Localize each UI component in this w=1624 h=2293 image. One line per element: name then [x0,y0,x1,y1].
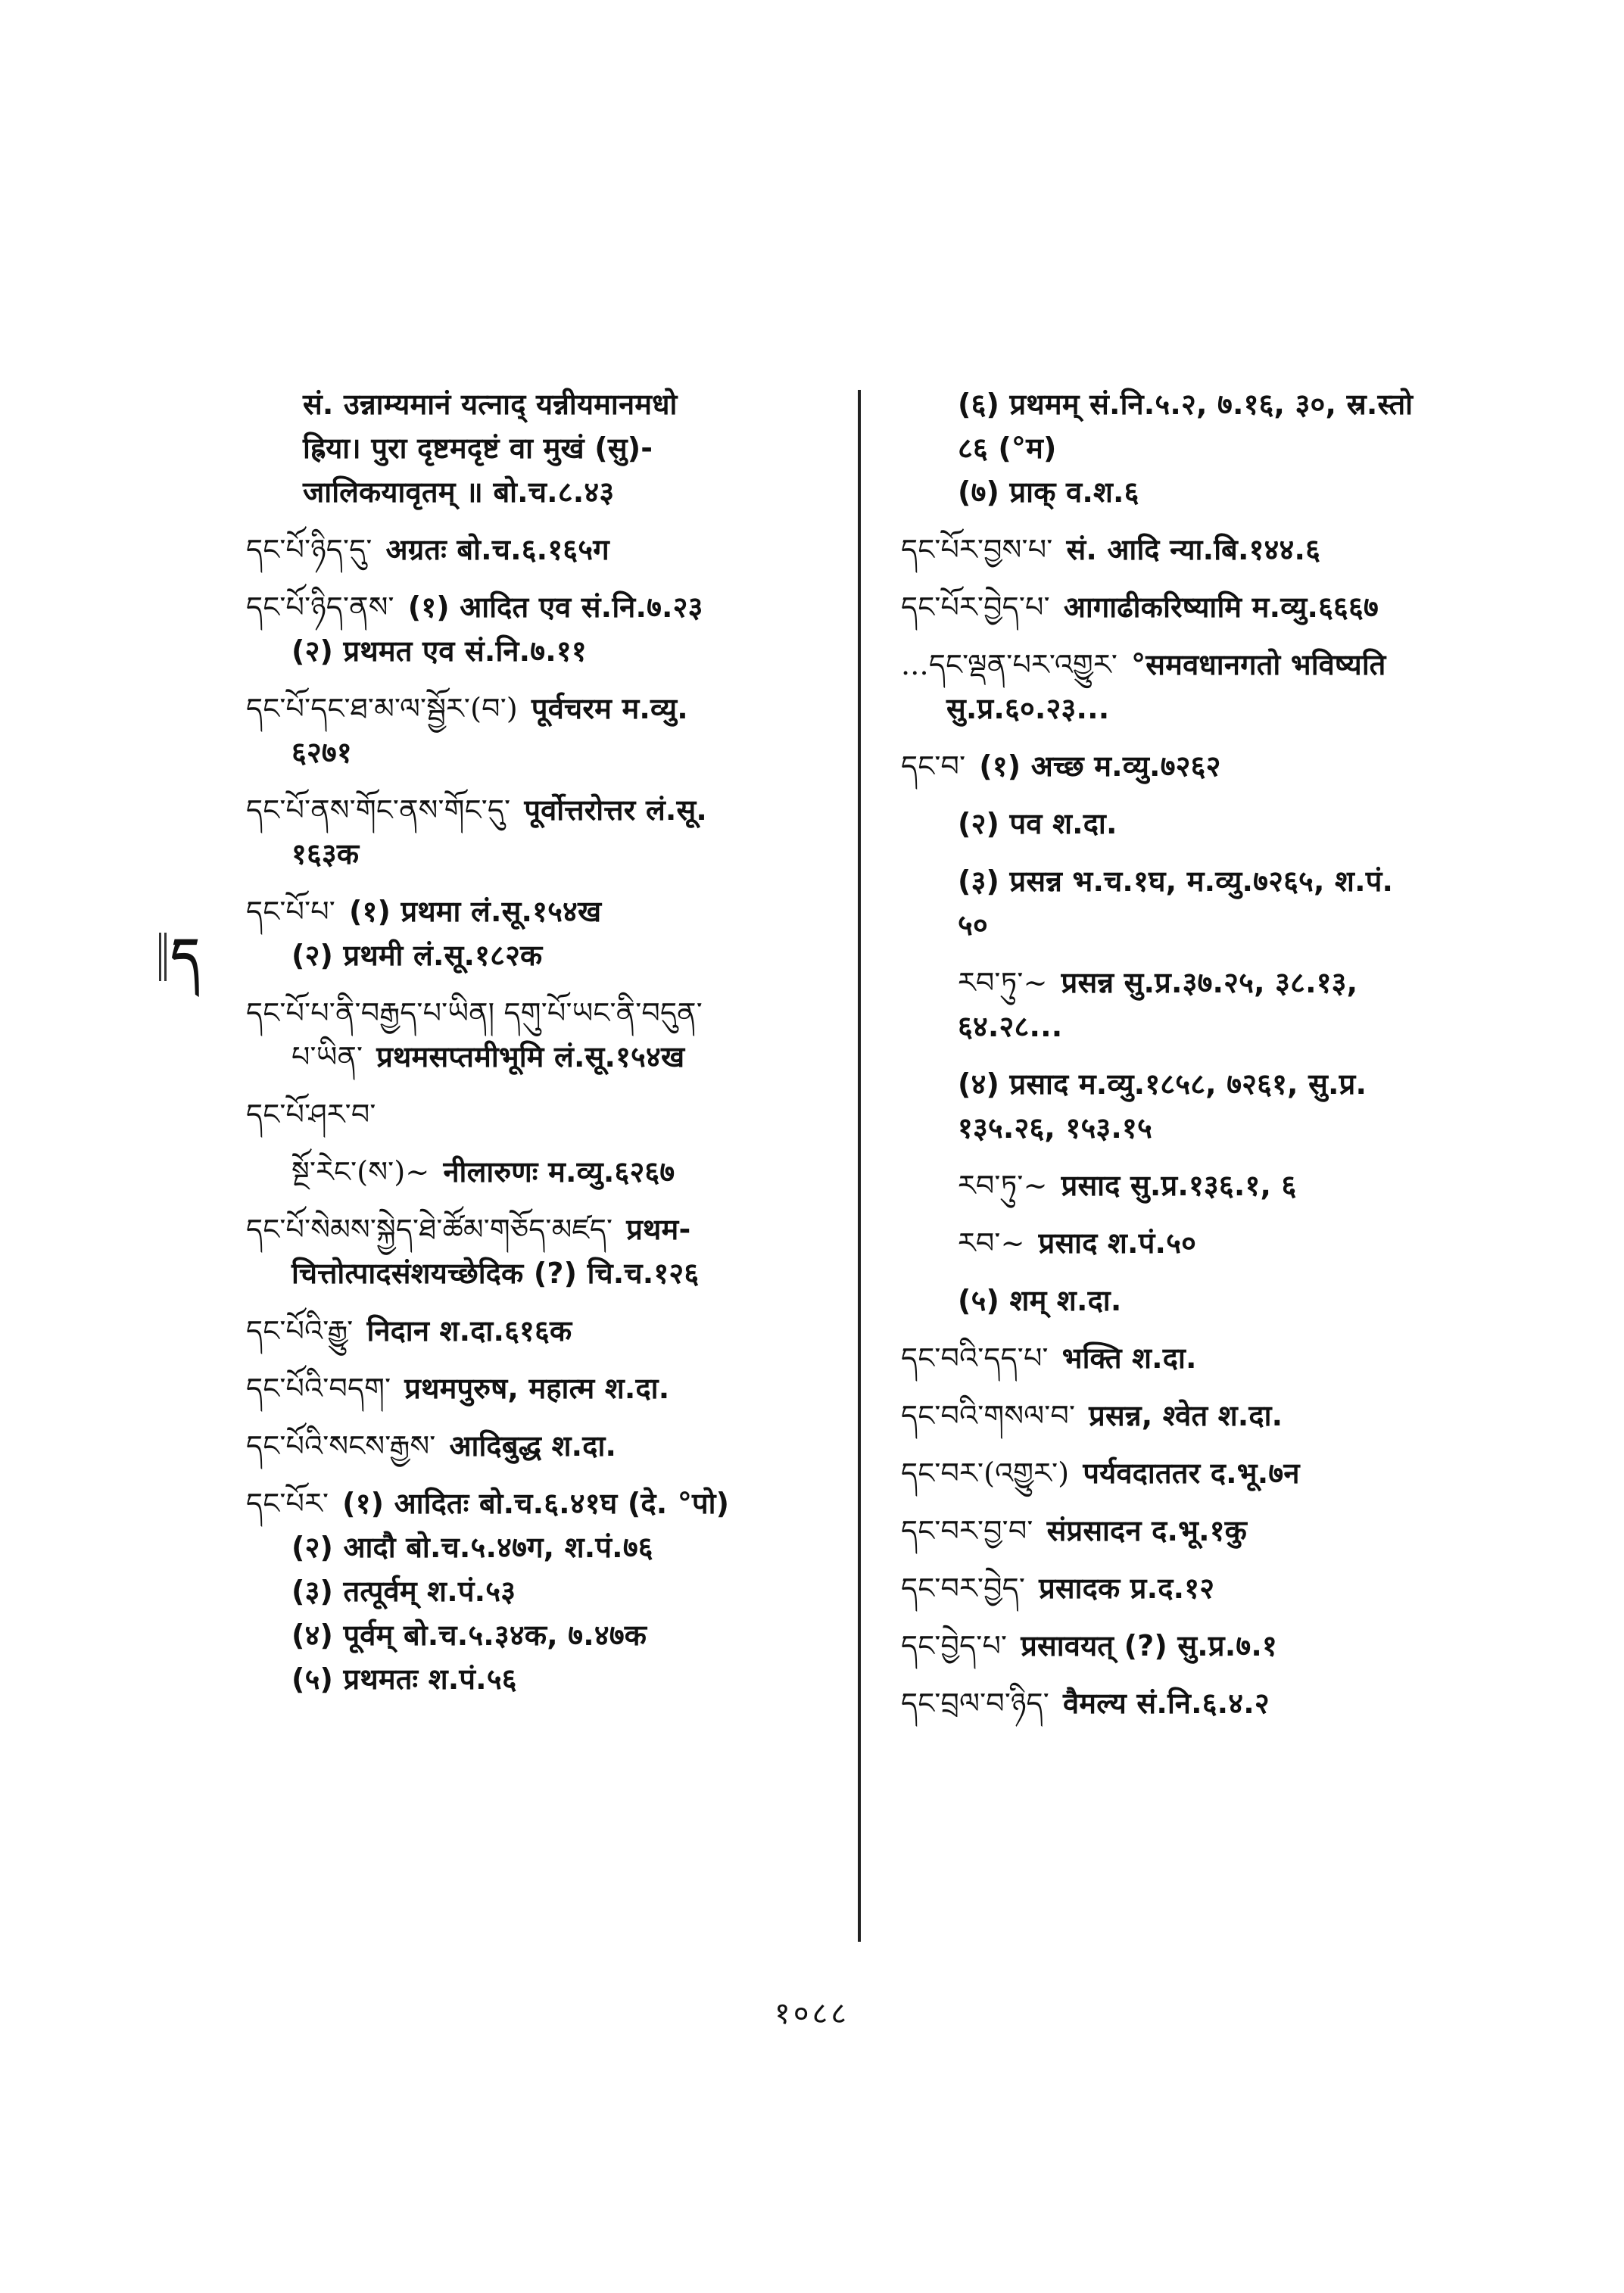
entry-line [246,1035,844,1079]
tibetan-headword: དང་པོ་ཉིད་ནས་ [246,590,394,624]
entry-line [901,382,1492,426]
tibetan-headword: རབ་ཏུ་~ [958,1169,1048,1202]
tibetan-headword: དང་བའི་དད་པ་ [901,1341,1049,1375]
sanskrit-gloss: ह्रिया। पुरा दृष्टमदृष्टं वा मुखं (सु)- [303,431,653,465]
sanskrit-gloss: संप्रसादन द.भू.१कु [1046,1514,1248,1547]
tibetan-headword: དང་པོ་དང་ཐ་མ་ལ་སྦྱོར་(བ་) [246,692,518,725]
tibetan-headword: དང་པོར་བྱེད་པ་ [901,590,1050,624]
entry-line [901,859,1492,903]
entry-line [901,528,1492,572]
page-number: १०८८ [774,1996,850,2031]
entry-line [901,1566,1492,1610]
tibetan-headword: དང་བར་བྱ་བ་ [901,1514,1033,1547]
entry-line [901,1394,1492,1438]
sanskrit-gloss: अग्रतः बो.च.६.१६५ग [385,533,609,566]
sanskrit-gloss: ८६ (°म) [958,431,1057,465]
sanskrit-gloss: जालिकयावृतम् ॥ बो.च.८.४३ [303,475,615,509]
entry-line [246,426,844,470]
sanskrit-gloss: (४) पूर्वम् बो.च.५.३४क, ७.४७क [291,1618,647,1652]
left-column [246,382,844,1701]
sanskrit-gloss: प्रसावयत् (?) सु.प्र.७.१ [1021,1629,1277,1662]
sanskrit-gloss: (१) आदितः बो.च.६.४१घ (दे. °पो) [342,1487,730,1520]
sanskrit-gloss: (१) अच्छ म.व्यु.७२६२ [979,749,1221,783]
entry-line [246,1366,844,1410]
tibetan-headword: དང་བའི་གསལ་བ་ [901,1399,1076,1432]
entry-line [246,1207,844,1251]
sanskrit-gloss: पूर्वचरम म.व्यु. [531,692,688,725]
sanskrit-gloss: (४) प्रसाद म.व्यु.१८५८, ७२६१, सु.प्र. [958,1067,1367,1101]
entry-line [246,1424,844,1468]
entry-line [246,1657,844,1701]
entry-line [246,788,844,832]
entry-line [246,528,844,572]
sanskrit-gloss: प्रथमपुरुष, महात्म श.दा. [404,1372,670,1405]
tibetan-headword: དང་བ་ [901,749,966,783]
entry-line [246,1092,844,1136]
tibetan-headword: སྔོ་རེང་(ས་)~ [291,1155,430,1189]
entry-line [246,1481,844,1525]
sanskrit-gloss: १६३क [291,837,360,871]
entry-line [246,1525,844,1569]
entry-line [901,1624,1492,1668]
entry-line [901,802,1492,846]
entry-line [901,1106,1492,1150]
tibetan-headword: དང་པོར་བྱས་པ་ [901,533,1053,566]
tibetan-headword: པ་ཡིན་ [291,1040,363,1073]
tibetan-headword: དང་བར་བྱེད་ [901,1572,1026,1605]
entry-line [246,1150,844,1194]
sanskrit-gloss: चित्तोत्पादसंशयच्छेदिक (?) चि.च.१२६ [291,1257,700,1290]
entry-line [901,1164,1492,1207]
tibetan-headword: དང་པོ་ནས་གོང་ནས་གོང་དུ་ [246,793,511,827]
entry-line [901,426,1492,470]
sanskrit-gloss: (५) प्रथमतः श.पं.५६ [291,1662,517,1696]
sanskrit-gloss: प्रसादक प्र.द.१२ [1039,1572,1215,1605]
sanskrit-gloss: ५० [958,908,988,942]
tibetan-headword: དང་བར་(འགྱུར་) [901,1456,1070,1490]
entry-line [246,933,844,977]
entry-line [246,382,844,426]
sanskrit-gloss: पर्यवदाततर द.भू.७न [1083,1456,1300,1490]
sanskrit-gloss: प्रथमसप्तमीभूमि लं.सू.१५४ख [376,1040,685,1073]
sanskrit-gloss: °समवधानगतो भविष्यति [1131,648,1386,681]
entry-line [246,1569,844,1613]
entry-line [901,470,1492,514]
entry-line [246,991,844,1035]
tibetan-headword: དང་པོ་པ་ནི་བརྒྱད་པ་ཡིན། དགུ་པོ་ཡང་ནི་བདུན་ [246,996,703,1030]
tibetan-headword: དང་པོ་པ་ [246,895,335,928]
sanskrit-gloss: वैमल्य सं.नि.६.४.२ [1062,1687,1270,1720]
sanskrit-gloss: (१) प्रथमा लं.सू.१५४ख [348,895,602,928]
sanskrit-gloss: (२) प्रथमत एव सं.नि.७.११ [291,634,587,668]
sanskrit-gloss: (३) तत्पूर्वम् श.पं.५३ [291,1575,516,1608]
entry-line [901,585,1492,629]
sanskrit-gloss: (३) प्रसन्न भ.च.१घ, म.व्यु.७२६५, श.पं. [958,865,1394,898]
entry-line [246,1251,844,1295]
sanskrit-gloss: (१) आदित एव सं.नि.७.२३ [407,590,703,624]
entry-line [246,585,844,629]
sanskrit-gloss: (२) आदौ बो.च.५.४७ग, श.पं.७६ [291,1531,653,1564]
sanskrit-gloss: प्रथम- [626,1213,691,1246]
entry-line [901,1509,1492,1553]
entry-line [901,1005,1492,1048]
entry-line [901,1221,1492,1265]
section-letter-marker: ད [159,933,199,981]
entry-line [246,889,844,933]
entry-line [901,1451,1492,1495]
entry-line [246,470,844,514]
sanskrit-gloss: सं. उन्नाम्यमानं यत्नाद् यन्नीयमानमधो [303,388,678,421]
right-column [901,382,1492,1725]
sanskrit-gloss: नीलारुणः म.व्यु.६२६७ [443,1155,675,1189]
tibetan-headword: རབ་~ [958,1226,1025,1260]
sanskrit-gloss: पूर्वोत्तरोत्तर लं.सू. [524,793,708,827]
tibetan-headword: དང་པོར་ [246,1487,329,1520]
sanskrit-gloss: (७) प्राक् व.श.६ [958,475,1139,509]
sanskrit-gloss: आदिबुद्ध श.दा. [449,1429,617,1463]
tibetan-headword: དང་བྱེད་པ་ [901,1629,1008,1662]
entry-line [246,731,844,774]
entry-line [246,687,844,731]
sanskrit-gloss: (२) प्रथमी लं.सू.१८२क [291,939,543,972]
entry-line [901,1336,1492,1380]
entry-line [246,1309,844,1353]
sanskrit-gloss: १३५.२६, १५३.१५ [958,1111,1152,1145]
tibetan-headword: དང་པོའི་རྒྱུ་ [246,1314,354,1347]
sanskrit-gloss: ६४.२८... [958,1010,1063,1043]
sanskrit-gloss: प्रसाद सु.प्र.१३६.१, ६ [1061,1169,1297,1202]
entry-line [901,1062,1492,1106]
column-divider [858,390,861,1942]
tibetan-headword: རབ་ཏུ་~ [958,966,1048,999]
entry-line [246,1613,844,1657]
tibetan-headword: དང་པོ་ཤར་བ་ [246,1098,376,1131]
sanskrit-gloss: (२) पव श.दा. [958,807,1117,840]
entry-line [901,1681,1492,1725]
sanskrit-gloss: सु.प्र.६०.२३... [946,692,1110,725]
sanskrit-gloss: ६२७१ [291,736,352,769]
sanskrit-gloss: प्रसन्न, श्वेत श.दा. [1089,1399,1283,1432]
entry-line [246,832,844,876]
sanskrit-gloss: भक्ति श.दा. [1061,1341,1197,1375]
sanskrit-gloss: (६) प्रथमम् सं.नि.५.२, ७.१६, ३०, स्र.स्तो [958,388,1414,421]
tibetan-headword: དང་པོ་ཉིད་དུ་ [246,533,372,566]
sanskrit-gloss: निदान श.दा.६१६क [366,1314,572,1347]
sanskrit-gloss: प्रसन्न सु.प्र.३७.२५, ३८.१३, [1061,966,1358,999]
sanskrit-gloss: सं. आदि न्या.बि.१४४.६ [1066,533,1321,566]
tibetan-headword: དང་པོའི་སངས་རྒྱས་ [246,1429,436,1463]
sanskrit-gloss: प्रसाद श.पं.५० [1038,1226,1197,1260]
entry-line [901,643,1492,687]
entry-line [901,903,1492,947]
entry-line [901,961,1492,1005]
tibetan-headword: ...དང་ལྡན་པར་འགྱུར་ [901,648,1118,681]
sanskrit-gloss: (५) शम् श.दा. [958,1284,1122,1317]
entry-line [901,744,1492,788]
tibetan-headword: དང་བྲལ་བ་ཉིད་ [901,1687,1049,1720]
sanskrit-gloss: आगाढीकरिष्यामि म.व्यु.६६६७ [1063,590,1379,624]
tibetan-headword: དང་པོའི་བདག་ [246,1372,391,1405]
entry-line [901,1279,1492,1323]
entry-line [901,687,1492,731]
entry-line [246,629,844,673]
tibetan-headword: དང་པོ་སེམས་སྐྱེད་ཐེ་ཚོམ་གཅོད་མཛད་ [246,1213,613,1246]
